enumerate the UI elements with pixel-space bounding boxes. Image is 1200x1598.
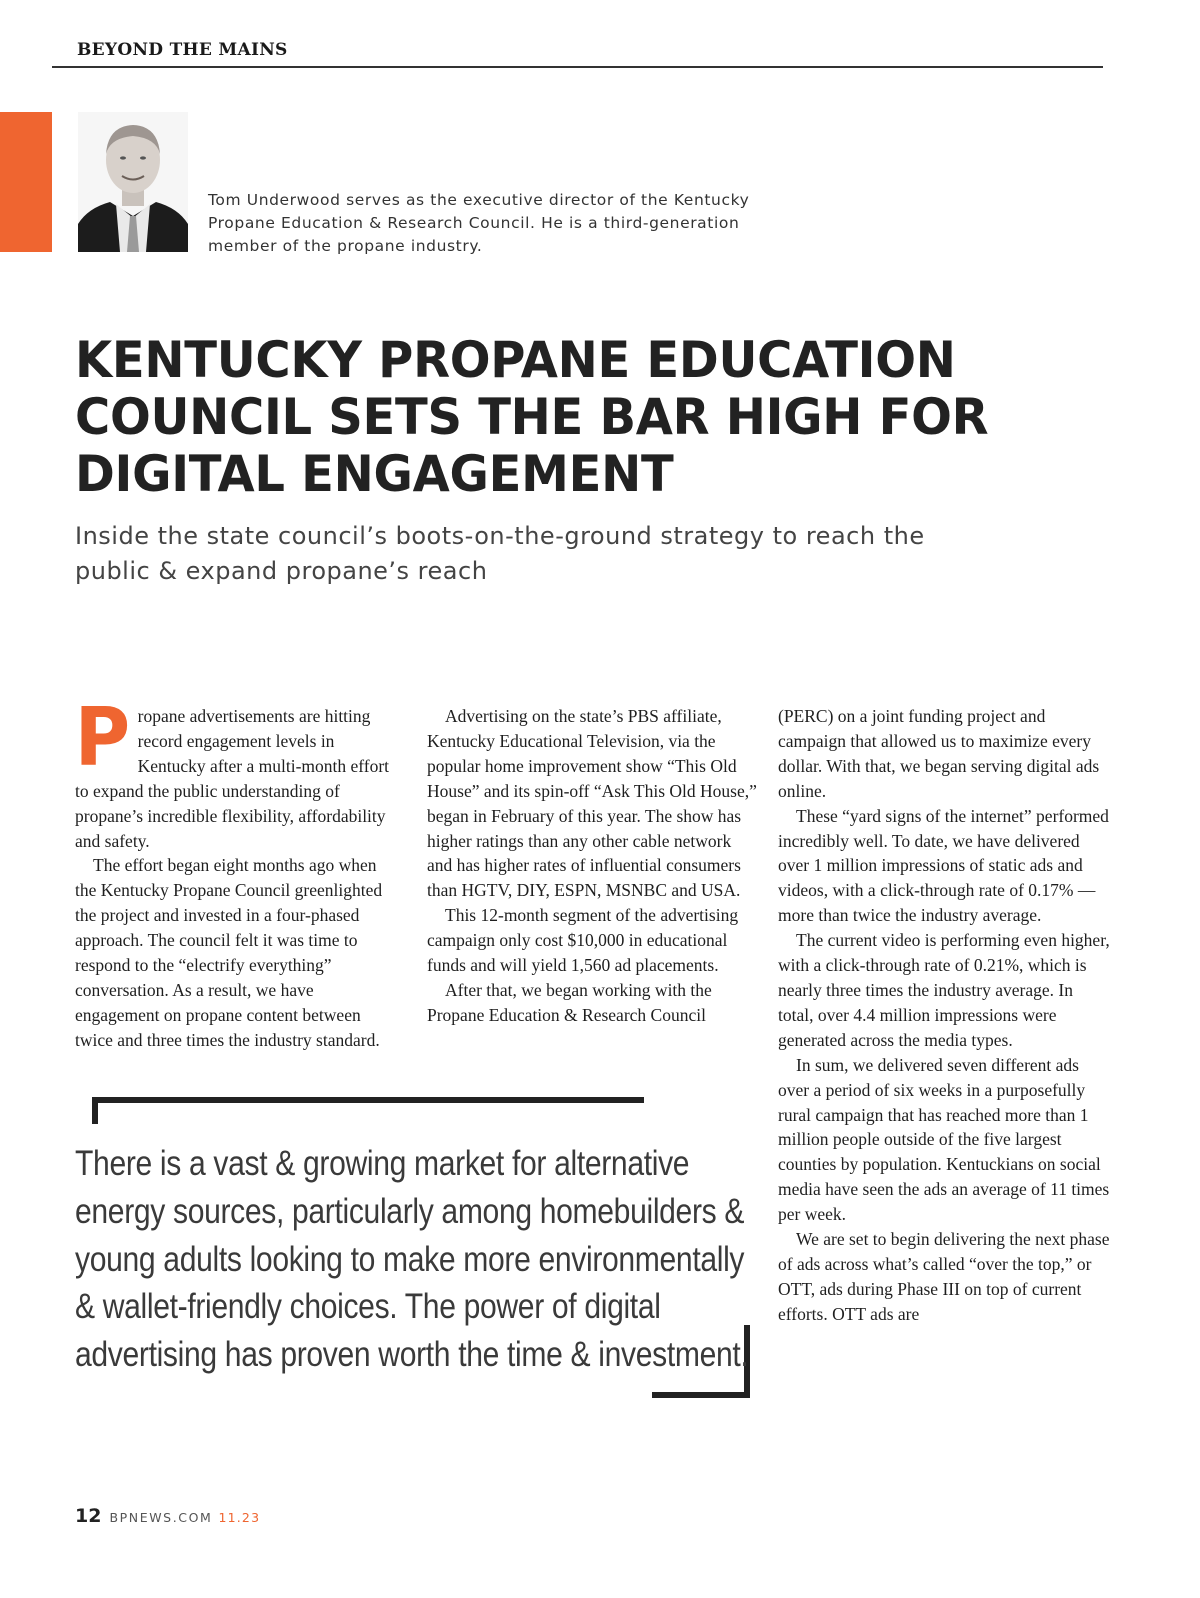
body-paragraph: We are set to begin delivering the next phase of ads across what’s called “over the top,” or OTT, ads during Phase III on top of current efforts. OTT ads are (778, 1229, 1110, 1324)
subheadline: Inside the state council’s boots-on-the-ground strategy to reach the public & expand propane’s reach (75, 522, 925, 585)
author-portrait-icon (78, 112, 188, 252)
site-url: BPNEWS.COM (109, 1510, 213, 1525)
body-paragraph: (PERC) on a joint funding project and campaign that allowed us to maximize every dollar. With that, we began serving digital ads online. (778, 706, 1100, 801)
headline-line: KENTUCKY PROPANE EDUCATION (75, 331, 956, 389)
body-paragraph: This 12-month segment of the advertising campaign only cost $10,000 in educational funds and will yield 1,560 ad placements. (427, 905, 739, 976)
body-paragraph: Advertising on the state’s PBS affiliate, Kentucky Educational Television, via the popular home improvement show “This Old House” and its spin-off “Ask This Old House,” began in February of this year. The show has higher ratings than any other cable network and has higher rates of influential consumers than HGTV, DIY, ESPN, MSNBC and USA. (427, 706, 757, 901)
pull-quote (75, 1140, 763, 1379)
page-number: 12 (75, 1505, 102, 1527)
pull-quote-frame-top (92, 1097, 644, 1103)
drop-cap: P (74, 691, 131, 784)
pull-quote-frame-top-corner (92, 1097, 98, 1124)
pull-quote-line: & wallet-friendly choices. The power of digital (75, 1287, 661, 1327)
body-column-2 (427, 704, 759, 1028)
body-paragraph: After that, we began working with the Propane Education & Research Council (427, 979, 712, 1025)
page-footer (75, 1505, 260, 1527)
author-photo (78, 112, 188, 252)
body-paragraph: In sum, we delivered seven different ads over a period of six weeks in a purposefully rural campaign that has reached more than 1 million people outside of the five largest counties by population. Kentuckians on social media have seen the ads an average of 11 times per week. (778, 1054, 1110, 1225)
pull-quote-line: young adults looking to make more environmentally (75, 1239, 745, 1279)
body-column-1 (74, 691, 400, 1053)
pull-quote-line: energy sources, particularly among homebuilders & (75, 1191, 745, 1231)
body-paragraph: The effort began eight months ago when the Kentucky Propane Council greenlighted the project and invested in a four-phased approach. The council felt it was time to respond to the “electrify everything” conversation. As a result, we have engagement on propane content between twice and three times the industry standard. (75, 855, 383, 1050)
headline-line: COUNCIL SETS THE BAR HIGH FOR (75, 388, 989, 446)
pull-quote-line: There is a vast & growing market for alternative (75, 1144, 690, 1183)
author-bio: Tom Underwood serves as the executive director of the Kentucky Propane Education & Research Council. He is a third-generation member of the propane industry. (208, 191, 750, 255)
pull-quote-frame-bottom (652, 1392, 750, 1398)
body-paragraph: These “yard signs of the internet” performed incredibly well. To date, we have delivered over 1 million impressions of static ads and videos, with a click-through rate of 0.17% — more than twice the industry average. (778, 805, 1109, 926)
body-paragraph: The current video is performing even higher, with a click-through rate of 0.21%, which is nearly three times the industry average. In total, over 4.4 million impressions were generated across the media types. (778, 930, 1110, 1050)
accent-bar (0, 112, 52, 252)
headline-line: DIGITAL ENGAGEMENT (75, 445, 674, 503)
body-column-3 (778, 704, 1110, 1327)
issue-date: 11.23 (218, 1510, 261, 1525)
header-rule (52, 66, 1103, 68)
pull-quote-line: advertising has proven worth the time & investment. (75, 1335, 749, 1375)
section-label: BEYOND THE MAINS (77, 40, 288, 60)
paragraph-text: ropane advertisements are hitting record engagement levels in Kentucky after a multi-month effort to expand the public understanding of propane’s incredible flexibility, affordability and safety. (75, 706, 390, 851)
headline (75, 332, 1035, 503)
body-paragraph (74, 691, 400, 853)
